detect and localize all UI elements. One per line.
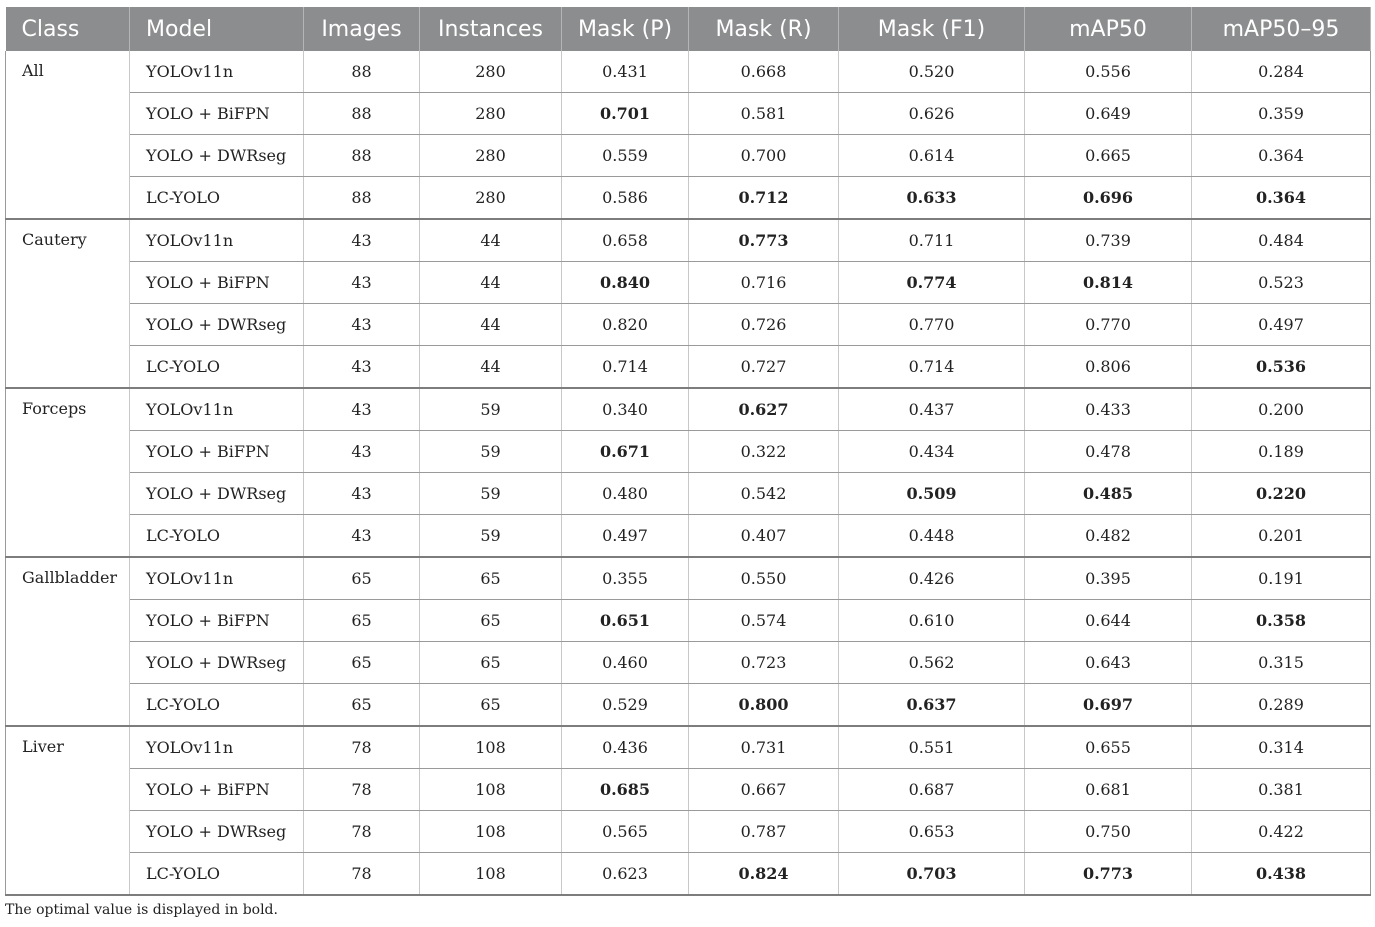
value-cell-map50: 0.770	[1025, 304, 1192, 346]
value-cell-instances: 59	[420, 515, 562, 558]
model-cell: YOLOv11n	[130, 388, 304, 431]
model-cell: YOLO + DWRseg	[130, 473, 304, 515]
value-cell-images: 43	[304, 219, 420, 262]
table-row	[6, 388, 1371, 431]
value-cell-instances: 44	[420, 262, 562, 304]
value-cell-p: 0.559	[562, 135, 689, 177]
table-row	[6, 811, 1371, 853]
results-table-container	[5, 7, 1370, 896]
value-cell-instances: 108	[420, 853, 562, 896]
value-cell-r: 0.574	[689, 600, 839, 642]
value-cell-images: 43	[304, 431, 420, 473]
table-row	[6, 93, 1371, 135]
model-cell: LC-YOLO	[130, 853, 304, 896]
model-cell: YOLOv11n	[130, 51, 304, 93]
value-cell-f1: 0.520	[839, 51, 1025, 93]
header-map50: mAP50	[1025, 7, 1192, 51]
value-cell-instances: 280	[420, 135, 562, 177]
value-cell-p: 0.840	[562, 262, 689, 304]
value-cell-f1: 0.626	[839, 93, 1025, 135]
value-cell-map5095: 0.200	[1192, 388, 1371, 431]
value-cell-map50: 0.665	[1025, 135, 1192, 177]
value-cell-instances: 65	[420, 684, 562, 727]
value-cell-map50: 0.773	[1025, 853, 1192, 896]
value-cell-images: 65	[304, 684, 420, 727]
value-cell-f1: 0.687	[839, 769, 1025, 811]
table-row	[6, 853, 1371, 896]
value-cell-f1: 0.614	[839, 135, 1025, 177]
value-cell-r: 0.716	[689, 262, 839, 304]
table-row	[6, 769, 1371, 811]
model-cell: YOLO + DWRseg	[130, 642, 304, 684]
value-cell-r: 0.581	[689, 93, 839, 135]
value-cell-f1: 0.448	[839, 515, 1025, 558]
value-cell-f1: 0.770	[839, 304, 1025, 346]
value-cell-instances: 44	[420, 304, 562, 346]
value-cell-images: 65	[304, 600, 420, 642]
value-cell-map50: 0.478	[1025, 431, 1192, 473]
value-cell-map5095: 0.189	[1192, 431, 1371, 473]
value-cell-r: 0.726	[689, 304, 839, 346]
header-row	[6, 7, 1371, 51]
value-cell-map50: 0.750	[1025, 811, 1192, 853]
model-cell: YOLO + BiFPN	[130, 769, 304, 811]
header-mask-r: Mask (R)	[689, 7, 839, 51]
value-cell-p: 0.651	[562, 600, 689, 642]
value-cell-f1: 0.633	[839, 177, 1025, 220]
value-cell-f1: 0.437	[839, 388, 1025, 431]
value-cell-map50: 0.644	[1025, 600, 1192, 642]
table-row	[6, 642, 1371, 684]
value-cell-f1: 0.562	[839, 642, 1025, 684]
value-cell-f1: 0.610	[839, 600, 1025, 642]
model-cell: YOLO + DWRseg	[130, 811, 304, 853]
model-cell: LC-YOLO	[130, 684, 304, 727]
value-cell-map50: 0.485	[1025, 473, 1192, 515]
value-cell-p: 0.701	[562, 93, 689, 135]
table-row	[6, 684, 1371, 727]
header-mask-f1: Mask (F1)	[839, 7, 1025, 51]
value-cell-p: 0.497	[562, 515, 689, 558]
value-cell-images: 88	[304, 93, 420, 135]
table-row	[6, 304, 1371, 346]
value-cell-images: 78	[304, 811, 420, 853]
value-cell-images: 43	[304, 515, 420, 558]
value-cell-instances: 44	[420, 346, 562, 389]
model-cell: YOLO + BiFPN	[130, 431, 304, 473]
value-cell-map5095: 0.191	[1192, 557, 1371, 600]
value-cell-p: 0.431	[562, 51, 689, 93]
value-cell-images: 88	[304, 135, 420, 177]
value-cell-map5095: 0.523	[1192, 262, 1371, 304]
model-cell: YOLO + BiFPN	[130, 93, 304, 135]
model-cell: LC-YOLO	[130, 177, 304, 220]
table-row	[6, 431, 1371, 473]
value-cell-f1: 0.711	[839, 219, 1025, 262]
value-cell-instances: 108	[420, 769, 562, 811]
value-cell-instances: 65	[420, 600, 562, 642]
value-cell-f1: 0.426	[839, 557, 1025, 600]
value-cell-images: 43	[304, 304, 420, 346]
value-cell-r: 0.542	[689, 473, 839, 515]
value-cell-instances: 280	[420, 51, 562, 93]
value-cell-images: 43	[304, 262, 420, 304]
results-table	[5, 7, 1371, 896]
value-cell-r: 0.550	[689, 557, 839, 600]
value-cell-map50: 0.649	[1025, 93, 1192, 135]
value-cell-map5095: 0.201	[1192, 515, 1371, 558]
value-cell-p: 0.658	[562, 219, 689, 262]
header-mask-p: Mask (P)	[562, 7, 689, 51]
value-cell-map50: 0.643	[1025, 642, 1192, 684]
value-cell-r: 0.322	[689, 431, 839, 473]
value-cell-p: 0.671	[562, 431, 689, 473]
value-cell-map50: 0.814	[1025, 262, 1192, 304]
class-cell: Gallbladder	[6, 557, 130, 726]
value-cell-map50: 0.739	[1025, 219, 1192, 262]
model-cell: YOLOv11n	[130, 219, 304, 262]
value-cell-r: 0.727	[689, 346, 839, 389]
value-cell-r: 0.667	[689, 769, 839, 811]
header-map50-95: mAP50–95	[1192, 7, 1371, 51]
value-cell-f1: 0.434	[839, 431, 1025, 473]
table-row	[6, 726, 1371, 769]
table-row	[6, 346, 1371, 389]
header-class: Class	[6, 7, 130, 51]
class-cell: Liver	[6, 726, 130, 895]
value-cell-r: 0.668	[689, 51, 839, 93]
class-cell: All	[6, 51, 130, 219]
value-cell-p: 0.340	[562, 388, 689, 431]
table-row	[6, 262, 1371, 304]
value-cell-r: 0.700	[689, 135, 839, 177]
value-cell-map5095: 0.358	[1192, 600, 1371, 642]
value-cell-r: 0.712	[689, 177, 839, 220]
table-row	[6, 51, 1371, 93]
class-cell: Forceps	[6, 388, 130, 557]
value-cell-instances: 65	[420, 557, 562, 600]
value-cell-images: 78	[304, 726, 420, 769]
value-cell-f1: 0.774	[839, 262, 1025, 304]
value-cell-map50: 0.433	[1025, 388, 1192, 431]
model-cell: YOLO + DWRseg	[130, 135, 304, 177]
table-row	[6, 219, 1371, 262]
value-cell-map5095: 0.314	[1192, 726, 1371, 769]
value-cell-map5095: 0.536	[1192, 346, 1371, 389]
value-cell-f1: 0.703	[839, 853, 1025, 896]
value-cell-instances: 65	[420, 642, 562, 684]
value-cell-p: 0.623	[562, 853, 689, 896]
table-row	[6, 473, 1371, 515]
value-cell-instances: 108	[420, 811, 562, 853]
model-cell: YOLO + BiFPN	[130, 262, 304, 304]
value-cell-images: 43	[304, 388, 420, 431]
value-cell-r: 0.824	[689, 853, 839, 896]
value-cell-r: 0.773	[689, 219, 839, 262]
value-cell-map50: 0.395	[1025, 557, 1192, 600]
value-cell-f1: 0.637	[839, 684, 1025, 727]
value-cell-map5095: 0.359	[1192, 93, 1371, 135]
value-cell-f1: 0.551	[839, 726, 1025, 769]
value-cell-map5095: 0.289	[1192, 684, 1371, 727]
value-cell-p: 0.586	[562, 177, 689, 220]
value-cell-instances: 280	[420, 93, 562, 135]
value-cell-r: 0.731	[689, 726, 839, 769]
value-cell-images: 43	[304, 346, 420, 389]
table-body	[6, 51, 1371, 895]
value-cell-images: 88	[304, 177, 420, 220]
value-cell-instances: 59	[420, 431, 562, 473]
header-images: Images	[304, 7, 420, 51]
value-cell-map5095: 0.381	[1192, 769, 1371, 811]
header-instances: Instances	[420, 7, 562, 51]
table-row	[6, 135, 1371, 177]
value-cell-p: 0.460	[562, 642, 689, 684]
value-cell-images: 78	[304, 769, 420, 811]
table-row	[6, 557, 1371, 600]
value-cell-instances: 59	[420, 388, 562, 431]
value-cell-images: 78	[304, 853, 420, 896]
value-cell-p: 0.355	[562, 557, 689, 600]
header-model: Model	[130, 7, 304, 51]
value-cell-map50: 0.806	[1025, 346, 1192, 389]
value-cell-map50: 0.482	[1025, 515, 1192, 558]
value-cell-p: 0.480	[562, 473, 689, 515]
value-cell-map5095: 0.422	[1192, 811, 1371, 853]
model-cell: LC-YOLO	[130, 346, 304, 389]
table-footnote: The optimal value is displayed in bold.	[5, 902, 278, 918]
value-cell-p: 0.565	[562, 811, 689, 853]
table-row	[6, 600, 1371, 642]
value-cell-map5095: 0.220	[1192, 473, 1371, 515]
value-cell-images: 43	[304, 473, 420, 515]
value-cell-map5095: 0.315	[1192, 642, 1371, 684]
value-cell-f1: 0.714	[839, 346, 1025, 389]
value-cell-instances: 280	[420, 177, 562, 220]
model-cell: LC-YOLO	[130, 515, 304, 558]
value-cell-f1: 0.653	[839, 811, 1025, 853]
value-cell-instances: 108	[420, 726, 562, 769]
value-cell-map50: 0.556	[1025, 51, 1192, 93]
value-cell-map5095: 0.484	[1192, 219, 1371, 262]
value-cell-images: 88	[304, 51, 420, 93]
value-cell-map5095: 0.364	[1192, 135, 1371, 177]
value-cell-p: 0.529	[562, 684, 689, 727]
value-cell-map5095: 0.364	[1192, 177, 1371, 220]
model-cell: YOLO + DWRseg	[130, 304, 304, 346]
value-cell-map5095: 0.284	[1192, 51, 1371, 93]
value-cell-r: 0.787	[689, 811, 839, 853]
value-cell-f1: 0.509	[839, 473, 1025, 515]
value-cell-map50: 0.681	[1025, 769, 1192, 811]
value-cell-map5095: 0.438	[1192, 853, 1371, 896]
value-cell-r: 0.627	[689, 388, 839, 431]
value-cell-p: 0.685	[562, 769, 689, 811]
value-cell-r: 0.407	[689, 515, 839, 558]
model-cell: YOLOv11n	[130, 726, 304, 769]
value-cell-map5095: 0.497	[1192, 304, 1371, 346]
value-cell-images: 65	[304, 557, 420, 600]
value-cell-p: 0.820	[562, 304, 689, 346]
value-cell-instances: 59	[420, 473, 562, 515]
value-cell-r: 0.723	[689, 642, 839, 684]
model-cell: YOLOv11n	[130, 557, 304, 600]
model-cell: YOLO + BiFPN	[130, 600, 304, 642]
value-cell-p: 0.714	[562, 346, 689, 389]
value-cell-images: 65	[304, 642, 420, 684]
value-cell-p: 0.436	[562, 726, 689, 769]
value-cell-instances: 44	[420, 219, 562, 262]
value-cell-map50: 0.697	[1025, 684, 1192, 727]
value-cell-map50: 0.655	[1025, 726, 1192, 769]
class-cell: Cautery	[6, 219, 130, 388]
table-row	[6, 515, 1371, 558]
table-row	[6, 177, 1371, 220]
value-cell-r: 0.800	[689, 684, 839, 727]
value-cell-map50: 0.696	[1025, 177, 1192, 220]
